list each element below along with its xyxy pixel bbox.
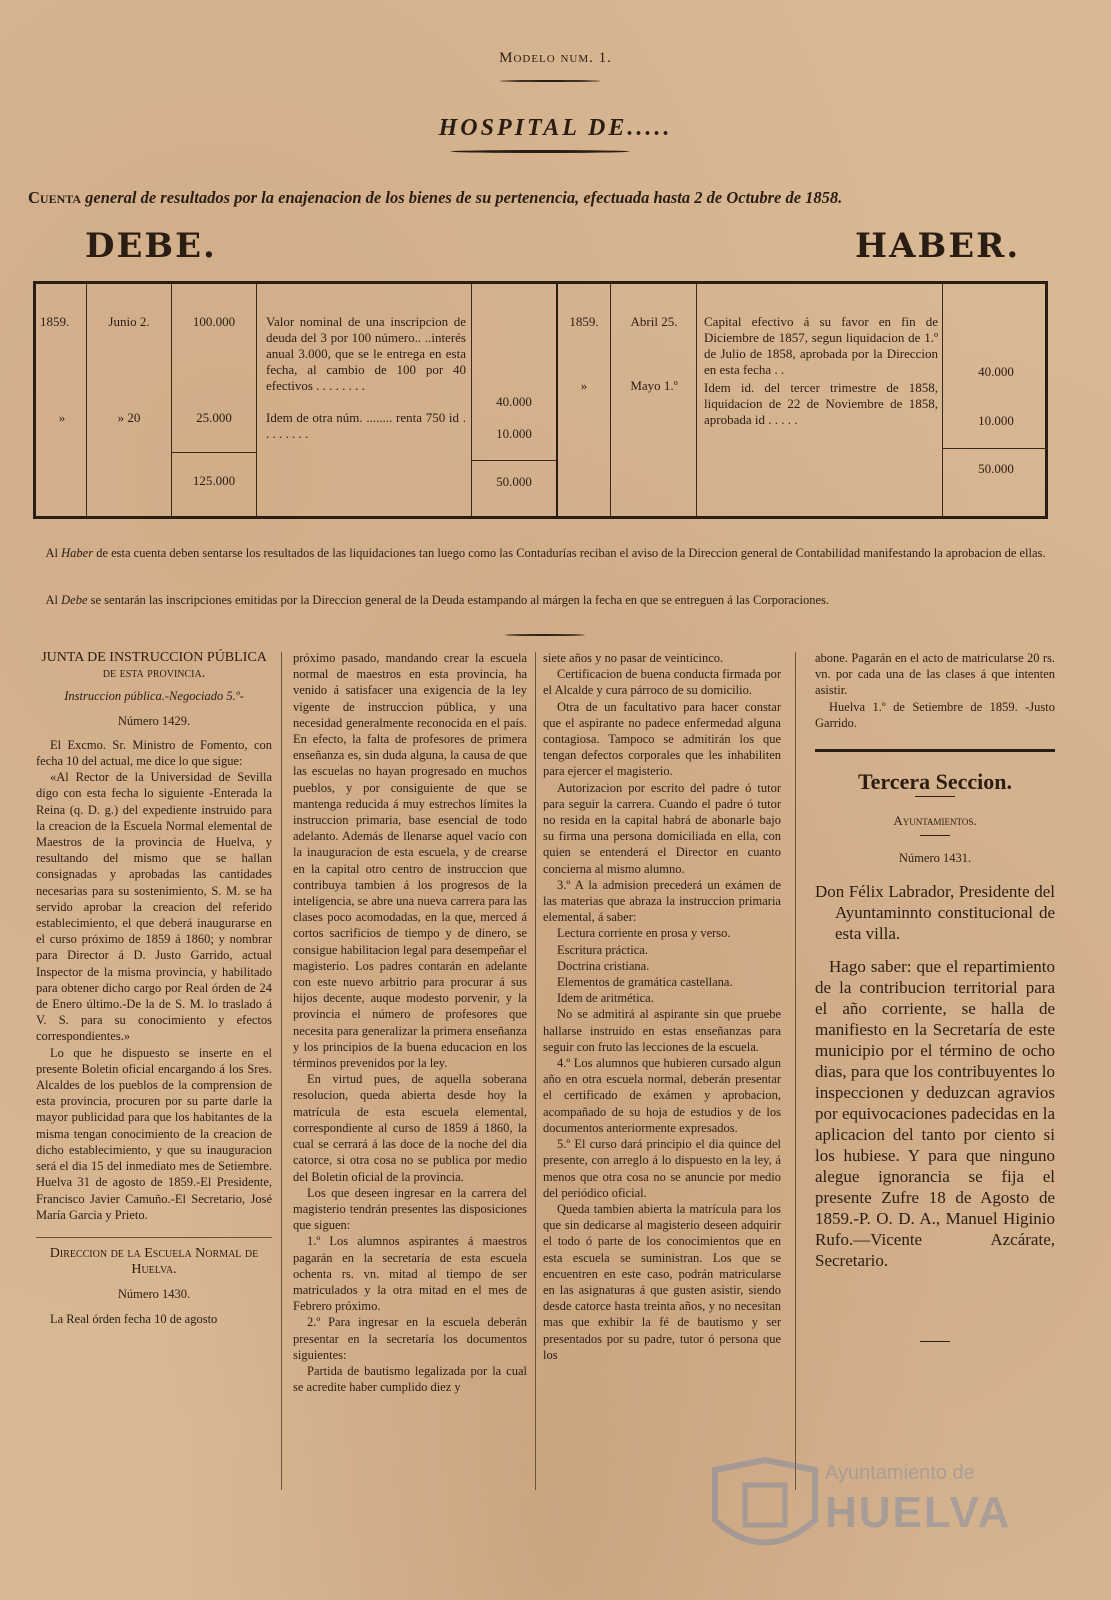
list-item: Escritura práctica. <box>557 942 648 957</box>
short-rule <box>920 1341 950 1342</box>
debe-total-value: 50.000 <box>496 474 532 489</box>
debe-year: » <box>58 410 66 425</box>
paragraph: próximo pasado, mandando crear la escuela normal de maestros en esta provincia, ha venido á satisfacer una exigencia de la ley vigente de instruccion pública, y una necesidad generalmente reconocida en el país. En efecto, la falta de profesores de primera enseñanza es, sin duda alguna, la causa de que las escuelas no hayan progresado en muchos pueblos, y por consiguiente de que se mantenga reducida á muy estrechos límites la instruccion primaria, base esencial de todo adelanto. Además de llenarse aquel vacío con la inauguracion de esta escuela, y de crearse en la capital otro centro de instruccion que contribuya tambien á los progresos de la inteligencia, se abre una nueva carrera para las clases poco acomodadas, en la que, merced á cortos sacrificios de tiempo y de dinero, se consigue habilitacion legal para desempeñar el magisterio. Los padres contarán en adelante con este nuevo arbitrio para procurar á sus hijos decente, auque modesto porvenir, y la provincia el número de profesores que necesita para generalizar la primera enseñanza y los principios de la buena educacion en los términos prevenidos por la ley. <box>293 651 527 1071</box>
haber-total-value: 50.000 <box>978 461 1014 476</box>
column-2 <box>293 650 527 1395</box>
debe-month: » 20 <box>117 410 141 425</box>
paragraph: Otra de un facultativo para hacer constar que el aspirante no padece enfermedad alguna contagiosa. Tampoco se admitirán los que tengan defectos corporales que les inhabiliten para ejercer el magisterio. <box>543 699 781 779</box>
debe-heading: DEBE. <box>85 226 217 266</box>
list-item: Doctrina cristiana. <box>557 958 650 973</box>
column-separator <box>535 652 536 1490</box>
column-separator <box>281 652 282 1490</box>
debe-description: Idem de otra núm. ........ renta 750 id . . . . . . . . <box>266 410 466 441</box>
paragraph: 1.º Los alumnos aspirantes á maestros pagarán en la secretaría de esta escuela ochenta rs. vn. mitad al tiempo de ser matriculados y la otra mitad en el mes de Febrero próximo. <box>293 1234 527 1314</box>
paragraph: siete años y no pasar de veinticinco. <box>543 651 724 665</box>
page-title: HOSPITAL DE..... <box>438 115 673 141</box>
archive-watermark-logo <box>705 1450 1035 1570</box>
debe-value: 40.000 <box>496 394 532 409</box>
haber-description: Capital efectivo á su favor en fin de Diciembre de 1857, segun liquidacion de 1.º de Julio de 1858, aprobada por la Direccion en esta fecha . . <box>704 314 938 377</box>
debe-amount: 25.000 <box>196 410 232 425</box>
paragraph: «Al Rector de la Universidad de Sevilla digo con esta fecha lo siguiente -Enterada la Reina (q. D. g.) del expediente instruido para la creacion de la Escuela Normal elemental de Maestros de la provincia de Huelva, y resultando del mismo que se hallan consignadas y aprobadas las cantidades necesarias para su sostenimiento, S. M. se ha servido aprobar la creacion del referido establecimiento, el que deberá inaugurarse en el curso próximo de 1859 á 1860; y nombrar para Director á D. Justo Garrido, actual Inspector de la misma provincia, y habilitado para obtener dicho cargo por Real órden de 24 de Enero último.-De la de S. M. lo traslado á V. S. para su conocimiento y efectos correspondientes.» <box>36 770 272 1044</box>
haber-year: 1859. <box>569 314 599 329</box>
debe-value: 10.000 <box>496 426 532 441</box>
paragraph: 3.º A la admision precederá un exámen de las materias que abraza la instruccion primaria elemental, á saber: <box>543 877 781 925</box>
paragraph: Certificacion de buena conducta firmada por el Alcalde y cura párroco de su domicilio. <box>543 667 781 698</box>
paragraph: Queda tambien abierta la matrícula para los que sin dedicarse al magisterio deseen adquirir el todo ó parte de los conocimientos que en esta escuela se suministran. Los que se encuentren en este caso, podrán matricularse en las asignaturas á que gusten asistir, siendo desde catorce hasta treinta años, y no necesitan mas que exhibir la fé de bautismo y ser presentados por su padre, tutor ó persona que los <box>543 1201 781 1362</box>
note-haber: Al Haber de esta cuenta deben sentarse los resultados de las liquidaciones tan luego como las Contadurías reciban el aviso de la Direccion general de Contabilidad manifestando la aprobacion de ellas. <box>45 546 1046 560</box>
subsection-title: Ayuntamientos. <box>893 813 977 829</box>
list-item: Lectura corriente en prosa y verso. <box>557 926 731 941</box>
ledger-table <box>33 281 1048 519</box>
paragraph: 5.º El curso dará principio el dia quince del presente, con arreglo á lo dispuesto en la ley, á menos que otra cosa no se anuncie por medio del periódico oficial. <box>543 1137 781 1200</box>
ledger-divider <box>171 284 172 516</box>
list-item: Idem de aritmética. <box>557 991 654 1006</box>
paragraph: Autorizacion por escrito del padre ó tutor para seguir la carrera. Cuando el padre ó tutor no resida en la capital habrá de abonarle bajo su firma una persona domiciliada en ella, con quien se entenderá el Director en cuanto concierna al mismo alumno. <box>543 780 781 876</box>
ledger-divider <box>256 284 257 516</box>
haber-month: Mayo 1.º <box>630 378 678 393</box>
account-heading-lead: Cuenta <box>28 188 82 207</box>
section-heading: JUNTA DE INSTRUCCION PÚBLICA de esta provincia. <box>41 650 267 682</box>
paragraph: La Real órden fecha 10 de agosto <box>50 1311 218 1326</box>
account-heading <box>28 188 1083 208</box>
ledger-divider <box>86 284 87 516</box>
signature-line: Huelva 1.º de Setiembre de 1859. -Justo Garrido. <box>815 699 1055 730</box>
haber-description: Idem id. del tercer trimestre de 1858, liquidacion de 22 de Noviembre de 1858, aprobada id . . . . . <box>704 380 938 427</box>
paragraph: Partida de bautismo legalizada por la cual se acredite haber cumplido diez y <box>293 1363 527 1395</box>
announcement-heading: Don Félix Labrador, Presidente del Ayuntaminnto constitucional de esta villa. <box>815 881 1055 943</box>
haber-value: 10.000 <box>978 413 1014 428</box>
list-item: Elementos de gramática castellana. <box>557 975 733 990</box>
debe-year: 1859. <box>40 314 70 329</box>
haber-year: » <box>580 378 588 393</box>
column-1 <box>36 650 272 1327</box>
divider <box>36 1237 272 1238</box>
short-rule <box>920 835 950 836</box>
haber-month: Abril 25. <box>630 314 678 329</box>
haber-heading: HABER. <box>855 226 1021 266</box>
account-heading-text: general de resultados por la enajenacion de los bienes de su pertenencia, efectuada hasta 2 de Octubre de 1858. <box>85 188 843 207</box>
ledger-subtotal-rule <box>171 452 256 453</box>
section-heading: Direccion de la Escuela Normal de Huelva. <box>49 1245 259 1278</box>
note-debe: Al Debe se sentarán las inscripciones emitidas por la Direccion general de la Deuda estampando al márgen la fecha en que se entreguen á las Corporaciones. <box>45 593 829 607</box>
column-3 <box>543 650 781 1363</box>
ledger-divider <box>610 284 611 516</box>
ledger-subtotal-rule <box>942 448 1048 449</box>
ornament-rule <box>505 634 585 636</box>
announcement-body: Hago saber: que el repartimiento de la contribucion territorial para el año corriente, se halla de manifiesto en la Secretaría de este municipio por el término de ocho dias, para que los contribuyentes lo inspeccionen y deduzcan agravios por equivocaciones padecidas en la aplicacion del tanto por ciento si los hubiese. Y para que ninguno alegue ignorancia se fija el presente Zufre 18 de Agosto de 1859.-P. O. D. A., Manuel Higinio Rufo.—Vicente Azcárate, Secretario. <box>815 956 1055 1270</box>
ledger-divider <box>471 284 472 516</box>
paragraph: No se admitirá al aspirante sin que pruebe hallarse instruido en estas enseñanzas para seguir con fruto las lecciones de la escuela. <box>543 1007 781 1054</box>
paragraph: El Excmo. Sr. Ministro de Fomento, con fecha 10 del actual, me dice lo que sigue: <box>36 737 272 769</box>
column-4 <box>815 650 1055 1348</box>
paragraph: Los que deseen ingresar en la carrera del magisterio tendrán presentes las disposiciones que siguen: <box>293 1185 527 1233</box>
column-separator <box>795 652 796 1490</box>
paragraph: En virtud pues, de aquella soberana resolucion, queda abierta desde hoy la matrícula de esta escuela elemental, correspondiente al curso de 1859 á 1860, la cual se cerrará á las doce de la noche del dia catorce, si otra cosa no se publica por medio del Boletin oficial de la provincia. <box>293 1072 527 1184</box>
numero-label: Número 1430. <box>117 1287 191 1302</box>
numero-label: Número 1429. <box>117 713 191 728</box>
modelo-number: Modelo num. 1. <box>499 50 612 66</box>
paragraph: Lo que he dispuesto se inserte en el presente Boletin oficial encargando á los Sres. Alcaldes de los pueblos de la comprension de esta provincia, procuren por su parte darle la mayor publicidad para que los habitantes de la misma tengan conocimiento de la creacion de dicho establecimiento, y que su inauguracion será el dia 15 del inmediato mes de Setiembre. Huelva 31 de agosto de 1859.-El Presidente, Francisco Javier Camuño.-El Secretario, José María Garcia y Prieto. <box>36 1045 272 1222</box>
section-title: Tercera Seccion. <box>858 769 1012 795</box>
ledger-divider <box>942 284 943 516</box>
short-rule <box>915 796 955 797</box>
watermark-text: Ayuntamiento de <box>825 1462 975 1484</box>
haber-value: 40.000 <box>978 364 1014 379</box>
paragraph: 4.º Los alumnos que hubieren cursado algun año en otra escuela normal, deberán presentar el certificado de exámen y aprobacion, acompañado de su hoja de estudios y de los documentos anteriormente expresados. <box>543 1056 781 1135</box>
debe-amount: 100.000 <box>192 314 236 329</box>
ledger-divider <box>696 284 697 516</box>
paragraph: 2.º Para ingresar en la escuela deberán presentar en la secretaría los documentos siguientes: <box>293 1315 527 1362</box>
ledger-subtotal-rule <box>471 460 556 461</box>
paragraph: abone. Pagarán en el acto de matricularse 20 rs. vn. por cada una de las clases á que intenten asistir. <box>815 651 1055 698</box>
debe-month: Junio 2. <box>108 314 150 329</box>
debe-description: Valor nominal de una inscripcion de deuda del 3 por 100 número.. ..interés anual 3.000, que se le entrega en esta fecha, al cambio de 100 por 40 efectivos . . . . . . . . <box>266 314 466 393</box>
numero-label: Número 1431. <box>898 851 972 866</box>
ornament-rule <box>450 150 630 153</box>
debe-total-amount: 125.000 <box>192 473 236 488</box>
section-rule <box>815 749 1055 752</box>
watermark-text: HUELVA <box>825 1488 1012 1537</box>
negociado-label: Instruccion pública.-Negociado 5.º- <box>64 689 244 704</box>
ornament-rule <box>500 80 600 82</box>
